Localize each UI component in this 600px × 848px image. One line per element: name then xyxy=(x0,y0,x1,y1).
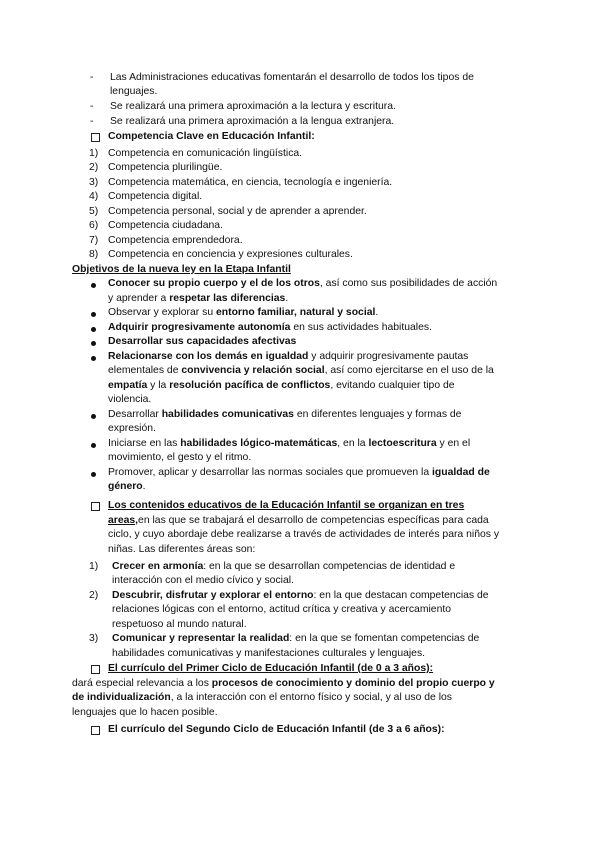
objetivo-7-line-2: movimiento, el gesto y el ritmo. xyxy=(108,452,252,463)
list-item: Competencia personal, social y de aprender a aprender. xyxy=(108,206,367,217)
objetivos-heading: Objetivos de la nueva ley en la Etapa Infantil xyxy=(72,264,291,275)
contenidos-heading: Los contenidos educativos de la Educación Infantil se organizan en tres xyxy=(108,500,465,511)
dash-marker: - xyxy=(90,116,94,127)
dash-marker: - xyxy=(90,72,94,83)
list-item: Competencia matemática, en ciencia, tecnología e ingeniería. xyxy=(108,177,393,188)
bullet-icon xyxy=(91,443,96,448)
dash-item-2: Se realizará una primera aproximación a la lectura y escritura. xyxy=(110,101,396,112)
area-2-line-1: Descubrir, disfrutar y explorar el entorno: en la que destacan competencias de xyxy=(112,590,489,601)
list-item: Competencia plurilingüe. xyxy=(108,162,223,173)
area-3-line-1: Comunicar y representar la realidad: en la que se fomentan competencias de xyxy=(112,633,480,644)
objetivo-7-line-1: Iniciarse en las habilidades lógico-matemáticas, en la lectoescritura y en el xyxy=(108,438,471,449)
dash-item-3: Se realizará una primera aproximación a la lengua extranjera. xyxy=(110,116,395,127)
dash-item-1-line-1: Las Administraciones educativas fomentarán el desarrollo de todos los tipos de xyxy=(110,72,474,83)
objetivo-8-line-1: Promover, aplicar y desarrollar las normas sociales que promueven la igualdad de xyxy=(108,467,490,478)
segundo-ciclo-heading: El currículo del Segundo Ciclo de Educación Infantil (de 3 a 6 años): xyxy=(108,724,445,735)
list-number: 4) xyxy=(89,191,99,202)
primer-ciclo-line-1: dará especial relevancia a los procesos de conocimiento y dominio del propio cuerpo y xyxy=(72,678,495,689)
primer-ciclo-line-3: lenguajes que lo hacen posible. xyxy=(72,707,218,718)
checkbox-icon xyxy=(91,133,100,142)
list-item: Competencia en comunicación lingüística. xyxy=(108,148,303,159)
objetivo-5-line-1: Relacionarse con los demás en igualdad y adquirir progresivamente pautas xyxy=(108,351,469,362)
objetivo-6-line-1: Desarrollar habilidades comunicativas en diferentes lenguajes y formas de xyxy=(108,409,462,420)
dash-marker: - xyxy=(90,101,94,112)
bullet-icon xyxy=(91,356,96,361)
area-3-line-2: habilidades comunicativas y manifestaciones culturales y lenguajes. xyxy=(112,648,426,659)
objetivo-5-line-2: elementales de convivencia y relación social, así como ejercitarse en el uso de la xyxy=(108,365,494,376)
list-number: 2) xyxy=(89,162,99,173)
area-number: 1) xyxy=(89,561,99,572)
contenidos-line-3: ciclo, y cuyo abordaje debe realizarse a través de actividades de interés para niños y xyxy=(108,529,500,540)
list-number: 7) xyxy=(89,235,99,246)
bullet-icon xyxy=(91,472,96,477)
objetivo-5-line-3: empatía y la resolución pacífica de conflictos, evitando cualquier tipo de xyxy=(108,380,455,391)
bullet-icon xyxy=(91,341,96,346)
area-number: 2) xyxy=(89,590,99,601)
objetivo-3: Adquirir progresivamente autonomía en sus actividades habituales. xyxy=(108,322,432,333)
area-2-line-2: relaciones lógicas con el entorno, actitud crítica y creativa y acercamiento xyxy=(112,604,452,615)
bullet-icon xyxy=(91,414,96,419)
list-item: Competencia emprendedora. xyxy=(108,235,243,246)
bullet-icon xyxy=(91,312,96,317)
area-2-line-3: respetuoso al mundo natural. xyxy=(112,619,247,630)
objetivo-8-line-2: género. xyxy=(108,481,146,492)
list-item: Competencia ciudadana. xyxy=(108,220,223,231)
objetivo-1-line-2: y aprender a respetar las diferencias. xyxy=(108,293,289,304)
bullet-icon xyxy=(91,283,96,288)
dash-item-1-line-2: lenguajes. xyxy=(110,86,158,97)
area-1-line-2: interacción con el medio cívico y social. xyxy=(112,575,294,586)
objetivo-1-line-1: Conocer su propio cuerpo y el de los otros, así como sus posibilidades de acción xyxy=(108,278,498,289)
checkbox-icon xyxy=(91,665,100,674)
list-number: 8) xyxy=(89,249,99,260)
competencias-heading: Competencia Clave en Educación Infantil: xyxy=(108,131,315,142)
list-number: 6) xyxy=(89,220,99,231)
primer-ciclo-line-2: de individualización, a la interacción con el entorno físico y social, y al uso de los xyxy=(72,692,453,703)
contenidos-line-2: areas,en las que se trabajará el desarrollo de competencias específicas para cada xyxy=(108,515,489,526)
objetivo-4: Desarrollar sus capacidades afectivas xyxy=(108,336,297,347)
list-number: 5) xyxy=(89,206,99,217)
list-number: 3) xyxy=(89,177,99,188)
list-item: Competencia en conciencia y expresiones culturales. xyxy=(108,249,353,260)
area-1-line-1: Crecer en armonía: en la que se desarrollan competencias de identidad e xyxy=(112,561,456,572)
area-number: 3) xyxy=(89,633,99,644)
objetivo-2: Observar y explorar su entorno familiar, natural y social. xyxy=(108,307,379,318)
contenidos-line-4: niñas. Las diferentes áreas son: xyxy=(108,544,256,555)
objetivo-5-line-4: violencia. xyxy=(108,394,152,405)
list-number: 1) xyxy=(89,148,99,159)
checkbox-icon xyxy=(91,502,100,511)
list-item: Competencia digital. xyxy=(108,191,203,202)
bullet-icon xyxy=(91,327,96,332)
primer-ciclo-heading: El currículo del Primer Ciclo de Educación Infantil (de 0 a 3 años): xyxy=(108,663,434,674)
objetivo-6-line-2: expresión. xyxy=(108,423,156,434)
checkbox-icon xyxy=(91,726,100,735)
